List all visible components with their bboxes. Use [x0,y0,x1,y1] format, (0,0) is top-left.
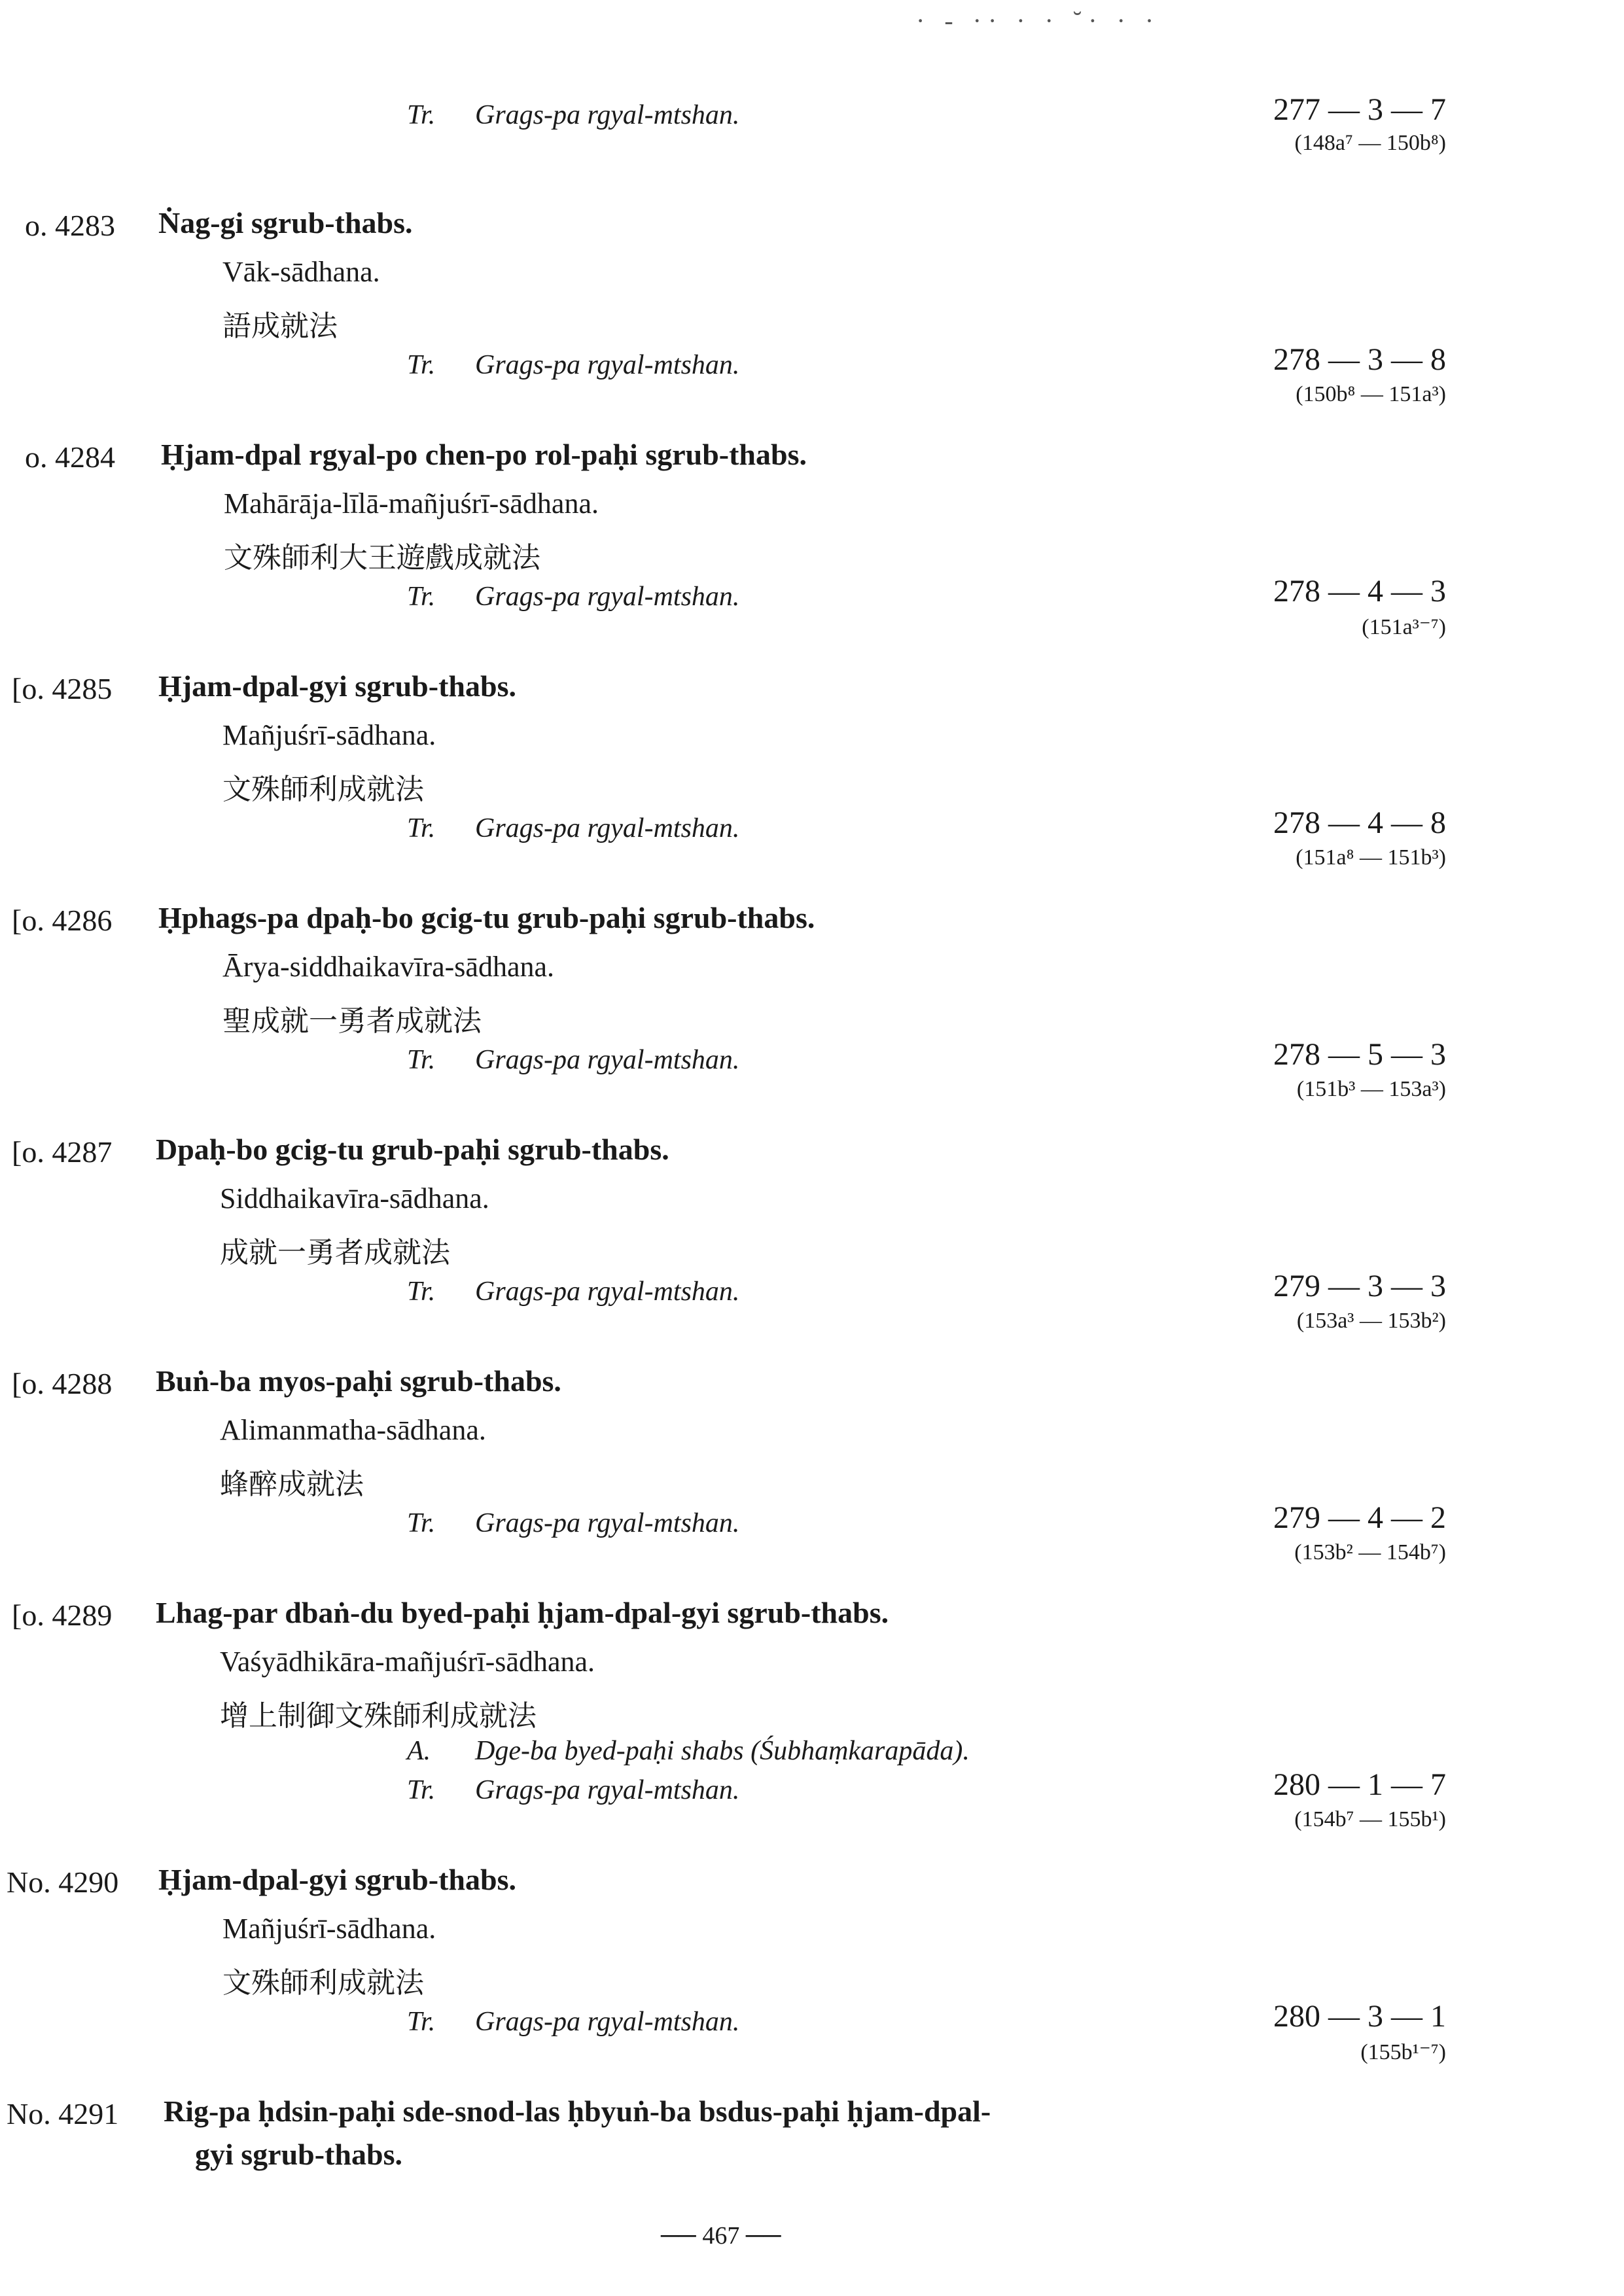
entry-title-sanskrit: Alimanmatha-sādhana. [220,1414,486,1446]
folio-reference: (154b⁷ — 155b¹) [1294,1807,1446,1831]
entry-number: o. 4284 [25,440,115,474]
volume-reference: 277 — 3 — 7 [1273,92,1446,127]
entry-title-sanskrit: Vāk-sādhana. [222,256,380,288]
folio-reference: (151a³⁻⁷) [1362,615,1446,639]
translator-line [407,1044,739,1076]
tr-label: Tr. [407,350,436,380]
entry-title-tibetan: Ṅag-gi sgrub-thabs. [158,206,413,239]
entry-number: [o. 4285 [12,672,113,705]
a-label: A. [407,1736,431,1766]
volume-reference: 279 — 3 — 3 [1273,1269,1446,1303]
tr-label: Tr. [407,2007,436,2037]
entry-title-sanskrit: Mañjuśrī-sādhana. [222,719,436,751]
top-edge-marks: · - ·· · · ˘· · · [916,6,1161,35]
tr-label: Tr. [407,1045,436,1075]
entry-number: [o. 4289 [12,1598,113,1632]
entry-number: No. 4290 [7,1865,119,1899]
entry-title-chinese: 蜂醉成就法 [220,1468,364,1500]
entry-title-chinese: 文殊師利大王遊戲成就法 [224,542,540,574]
entry-title-chinese: 成就一勇者成就法 [220,1237,450,1269]
entry-title-chinese: 語成就法 [222,310,338,342]
folio-reference: (151a⁸ — 151b³) [1296,845,1446,870]
opening-translator-line [407,99,739,131]
tr-label: Tr. [407,1508,436,1538]
entry-title-tibetan: Dpaḥ-bo gcig-tu grub-paḥi sgrub-thabs. [156,1133,669,1166]
entry-title-tibetan: Ḥjam-dpal rgyal-po chen-po rol-paḥi sgrub-thabs. [161,438,807,471]
tr-label: Tr. [407,813,436,843]
entry-title-tibetan: Ḥjam-dpal-gyi sgrub-thabs. [158,669,516,703]
author-name: Dge-ba byed-paḥi shabs (Śubhaṃkarapāda). [475,1736,970,1766]
entry-title-sanskrit: Siddhaikavīra-sādhana. [220,1182,489,1214]
entry-title-tibetan: Ḥjam-dpal-gyi sgrub-thabs. [158,1863,516,1896]
translator-name: Grags-pa rgyal-mtshan. [475,1277,740,1307]
folio-reference: (155b¹⁻⁷) [1360,2040,1446,2064]
volume-reference: 278 — 3 — 8 [1273,342,1446,377]
entry-title-sanskrit: Ārya-siddhaikavīra-sādhana. [222,951,555,983]
entry-title-sanskrit: Mahārāja-līlā-mañjuśrī-sādhana. [224,487,599,520]
entry-title-tibetan: Ḥphags-pa dpaḥ-bo gcig-tu grub-paḥi sgrub-thabs. [158,901,815,934]
entry-title-chinese: 文殊師利成就法 [222,1967,424,1999]
volume-reference: 278 — 5 — 3 [1273,1037,1446,1072]
entry-number: o. 4283 [25,209,115,242]
translator-name: Grags-pa rgyal-mtshan. [475,350,740,380]
author-line [407,1735,970,1767]
volume-reference: 278 — 4 — 8 [1273,805,1446,840]
translator-name: Grags-pa rgyal-mtshan. [475,1775,740,1805]
tr-label: Tr. [407,100,436,130]
translator-line [407,813,739,844]
entry-number: [o. 4286 [12,904,113,937]
translator-name: Grags-pa rgyal-mtshan. [475,1508,740,1538]
translator-line [407,581,739,612]
folio-reference: (153a³ — 153b²) [1296,1309,1446,1333]
translator-name: Grags-pa rgyal-mtshan. [475,1045,740,1075]
translator-name: Grags-pa rgyal-mtshan. [475,813,740,843]
translator-line [407,349,739,381]
volume-reference: 280 — 1 — 7 [1273,1767,1446,1802]
entry-number: [o. 4287 [12,1135,113,1169]
entry-title-sanskrit: Mañjuśrī-sādhana. [222,1913,436,1945]
translator-line [407,2006,739,2038]
translator-name: Grags-pa rgyal-mtshan. [475,582,740,612]
translator-name: Grags-pa rgyal-mtshan. [475,100,740,130]
translator-line [407,1508,739,1539]
folio-reference: (151b³ — 153a³) [1296,1077,1446,1101]
entry-title-chinese: 文殊師利成就法 [222,773,424,805]
entry-title-tibetan-line2: gyi sgrub-thabs. [195,2138,402,2171]
entry-number: No. 4291 [7,2097,119,2130]
folio-reference: (150b⁸ — 151a³) [1296,382,1446,406]
entry-title-tibetan-line1: Rig-pa ḥdsin-paḥi sde-snod-las ḥbyuṅ-ba bsdus-paḥi ḥjam-dpal- [164,2094,991,2128]
tr-label: Tr. [407,582,436,612]
translator-name: Grags-pa rgyal-mtshan. [475,2007,740,2037]
folio-reference: (148a⁷ — 150b⁸) [1294,131,1446,155]
entry-number: [o. 4288 [12,1367,113,1400]
tr-label: Tr. [407,1277,436,1307]
volume-reference: 279 — 4 — 2 [1273,1500,1446,1535]
volume-reference: 278 — 4 — 3 [1273,574,1446,609]
page-number: ── 467 ── [661,2222,781,2250]
translator-line [407,1276,739,1307]
translator-line [407,1775,739,1806]
tr-label: Tr. [407,1775,436,1805]
entry-title-sanskrit: Vaśyādhikāra-mañjuśrī-sādhana. [220,1646,595,1678]
entry-title-chinese: 增上制御文殊師利成就法 [220,1700,537,1732]
volume-reference: 280 — 3 — 1 [1273,1999,1446,2034]
entry-title-tibetan: Buṅ-ba myos-paḥi sgrub-thabs. [156,1364,561,1398]
entry-title-chinese: 聖成就一勇者成就法 [222,1005,482,1037]
entry-title-tibetan: Lhag-par dbaṅ-du byed-paḥi ḥjam-dpal-gyi sgrub-thabs. [156,1596,889,1629]
folio-reference: (153b² — 154b⁷) [1294,1540,1446,1564]
